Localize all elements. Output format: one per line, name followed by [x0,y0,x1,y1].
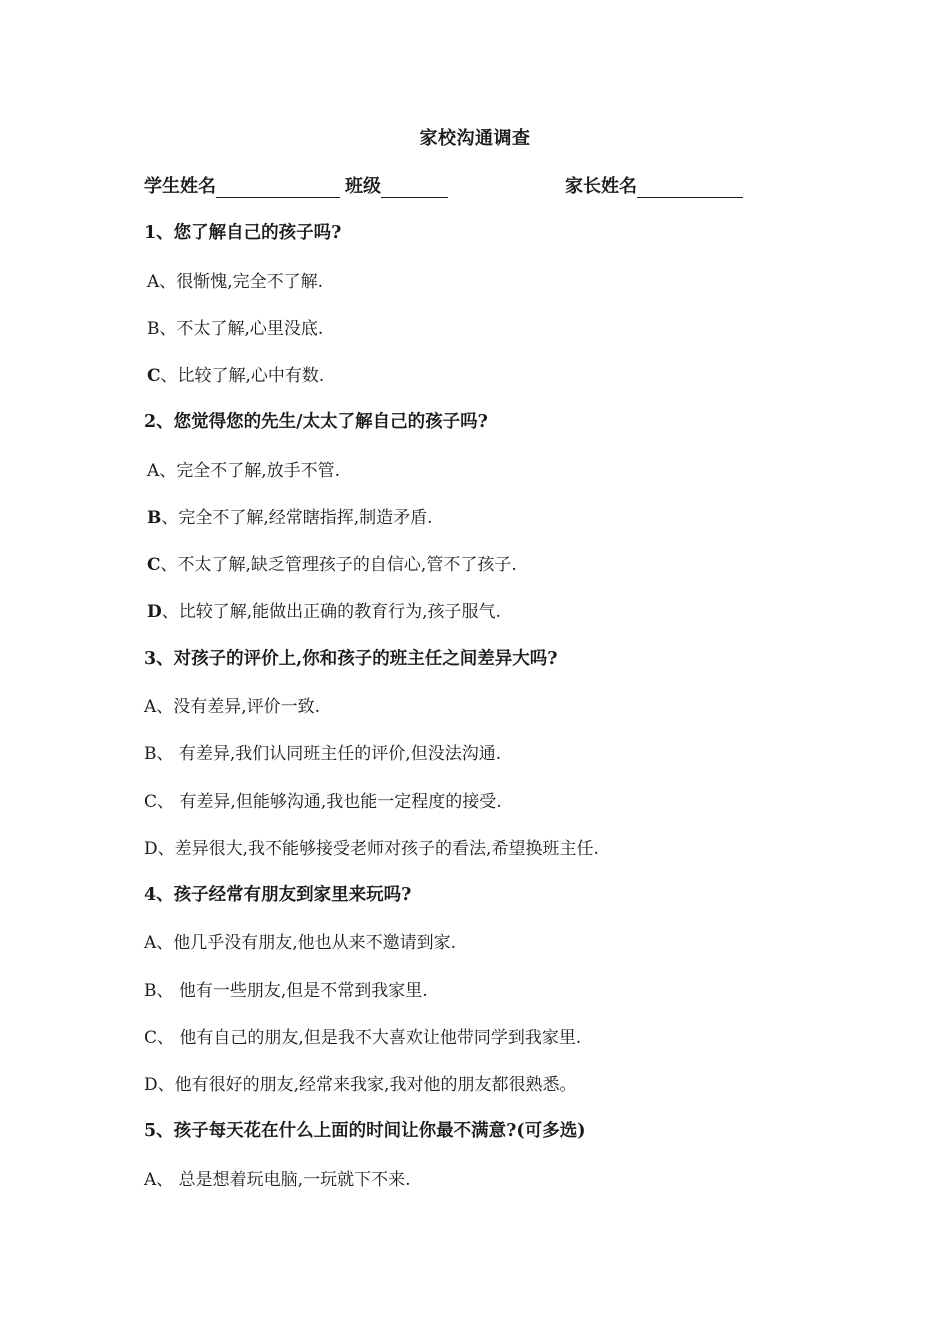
option-text: 、比较了解,心中有数. [160,366,325,386]
option-text: 、 有差异,我们认同班主任的评价,但没法沟通. [156,744,502,764]
question-2-option-c [144,550,517,575]
option-text: 、 总是想着玩电脑,一玩就下不来. [156,1170,411,1190]
question-2: 2、您觉得您的先生/太太了解自己的孩子吗? [144,412,488,432]
question-3-option-b [144,739,501,764]
option-text: 、没有差异,评价一致. [156,697,321,717]
option-letter: A [144,697,157,717]
class-label: 班级 [345,176,381,197]
option-text: 、 他有自己的朋友,但是我不大喜欢让他带同学到我家里. [157,1028,582,1048]
question-1: 1、您了解自己的孩子吗? [144,223,342,243]
parent-name-field [565,172,743,198]
option-letter: B [147,319,160,339]
option-letter: D [147,602,162,622]
question-3-option-c [144,787,502,812]
student-name-label: 学生姓名 [144,176,216,197]
question-1-option-a [144,267,323,292]
option-text: 、差异很大,我不能够接受老师对孩子的看法,希望换班主任. [157,839,599,859]
question-4-option-c [144,1023,581,1048]
student-name-blank [216,177,340,198]
question-3-option-d [144,834,599,859]
option-letter: C [144,1028,158,1048]
option-letter: C [147,366,161,386]
question-2-option-a [144,456,340,481]
option-letter: A [144,1170,157,1190]
option-text: 、完全不了解,放手不管. [159,461,341,481]
option-letter: A [147,461,160,481]
question-4: 4、孩子经常有朋友到家里来玩吗? [144,885,412,905]
option-text: 、他有很好的朋友,经常来我家,我对他的朋友都很熟悉。 [157,1075,577,1095]
option-text: 、完全不了解,经常瞎指挥,制造矛盾. [161,508,433,528]
option-letter: B [144,744,157,764]
info-fields [144,172,844,198]
question-3: 3、对孩子的评价上,你和孩子的班主任之间差异大吗? [144,649,558,669]
option-letter: B [144,981,157,1001]
option-letter: B [147,508,162,528]
option-letter: D [144,839,158,859]
question-3-option-a [144,692,320,717]
question-5: 5、孩子每天花在什么上面的时间让你最不满意?(可多选) [144,1121,586,1141]
parent-name-blank [637,177,743,198]
document-title: 家校沟通调查 [419,128,531,149]
option-text: 、 有差异,但能够沟通,我也能一定程度的接受. [157,792,502,812]
option-text: 、 他有一些朋友,但是不常到我家里. [156,981,428,1001]
question-4-option-a [144,928,456,953]
option-text: 、很惭愧,完全不了解. [159,272,324,292]
question-2-option-b [144,503,433,528]
option-text: 、比较了解,能做出正确的教育行为,孩子服气. [161,602,501,622]
question-1-option-b [144,314,323,339]
class-blank [381,177,448,198]
question-4-option-b [144,976,428,1001]
class-field [345,172,448,198]
option-letter: D [144,1075,158,1095]
parent-name-label: 家长姓名 [565,176,637,197]
option-text: 、不太了解,心里没底. [159,319,324,339]
option-letter: A [144,933,157,953]
question-1-option-c [144,361,324,386]
student-name-field [144,172,340,198]
question-2-option-d [144,597,501,622]
option-letter: C [147,555,161,575]
question-5-option-a [144,1165,411,1190]
question-4-option-d [144,1070,576,1095]
option-text: 、他几乎没有朋友,他也从来不邀请到家. [156,933,457,953]
option-letter: C [144,792,158,812]
option-text: 、不太了解,缺乏管理孩子的自信心,管不了孩子. [160,555,517,575]
option-letter: A [147,272,160,292]
